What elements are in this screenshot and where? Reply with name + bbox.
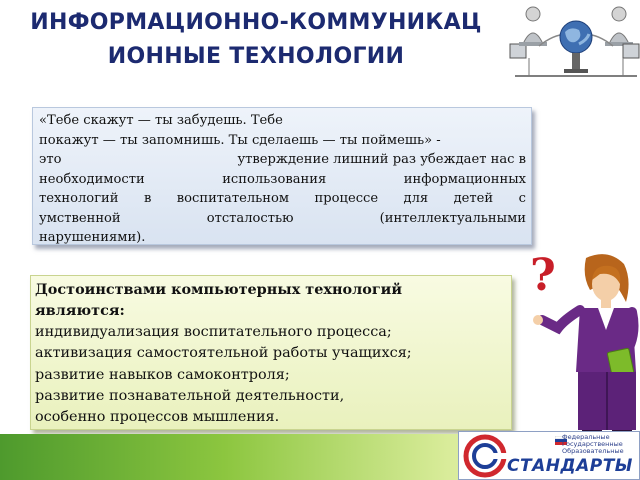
globe-network-icon [509,0,640,80]
standards-logo-icon [461,433,511,479]
businesswoman-illustration [528,250,640,440]
logo-caption-line: Государственные [562,440,623,448]
merits-item: активизация самостоятельной работы учащихся; [35,345,412,362]
quote-word: технологий [39,191,119,206]
quote-word: необходимости [39,171,145,187]
quote-word: процессе [314,191,379,206]
quote-word: отсталостью [206,210,294,226]
slide-title [0,6,512,74]
quote-word: (интеллектуальными [379,210,526,226]
logo-caption-line: Образовательные [562,447,624,455]
question-mark: ? [530,250,556,301]
logo-caption-line: Федеральные [562,433,610,441]
quote-line [39,170,526,190]
quote-word: использования [222,171,327,187]
logo-caption [562,434,640,455]
standards-logo [458,431,640,480]
quote-word: с [518,191,526,206]
quote-word: детей [453,191,494,206]
quote-word: это [39,152,62,167]
merits-item: развитие навыков самоконтроля; [35,366,290,383]
logo-word: СТАНДАРТЫ [507,456,633,476]
title-line-1: ИНФОРМАЦИОННО-КОММУНИКАЦ [30,10,482,35]
quote-line [39,150,526,170]
quote-line: «Тебе скажут — ты забудешь. Тебе [39,113,283,128]
quote-box [32,107,532,245]
quote-word: умственной [39,210,121,226]
quote-word: в [143,191,152,206]
quote-word: информационных [403,171,526,187]
merits-item: индивидуализация воспитательного процесса; [35,323,392,340]
merits-item: развитие познавательной деятельности, [35,388,345,405]
quote-line: нарушениями). [39,230,146,245]
quote-word: утверждение лишний раз убеждает нас в [237,152,526,167]
quote-word: для [403,191,429,206]
merits-box [30,275,512,430]
title-line-2: ИОННЫЕ ТЕХНОЛОГИИ [107,44,405,69]
merits-heading: Достоинствами компьютерных технологий [35,281,402,298]
quote-line: покажут — ты запомнишь. Ты сделаешь — ты поймешь» - [39,132,441,148]
merits-item: особенно процессов мышления. [35,409,280,426]
quote-line [39,209,526,229]
quote-word: воспитательном [176,191,290,206]
quote-line [39,189,526,209]
merits-heading: являются: [35,302,125,320]
